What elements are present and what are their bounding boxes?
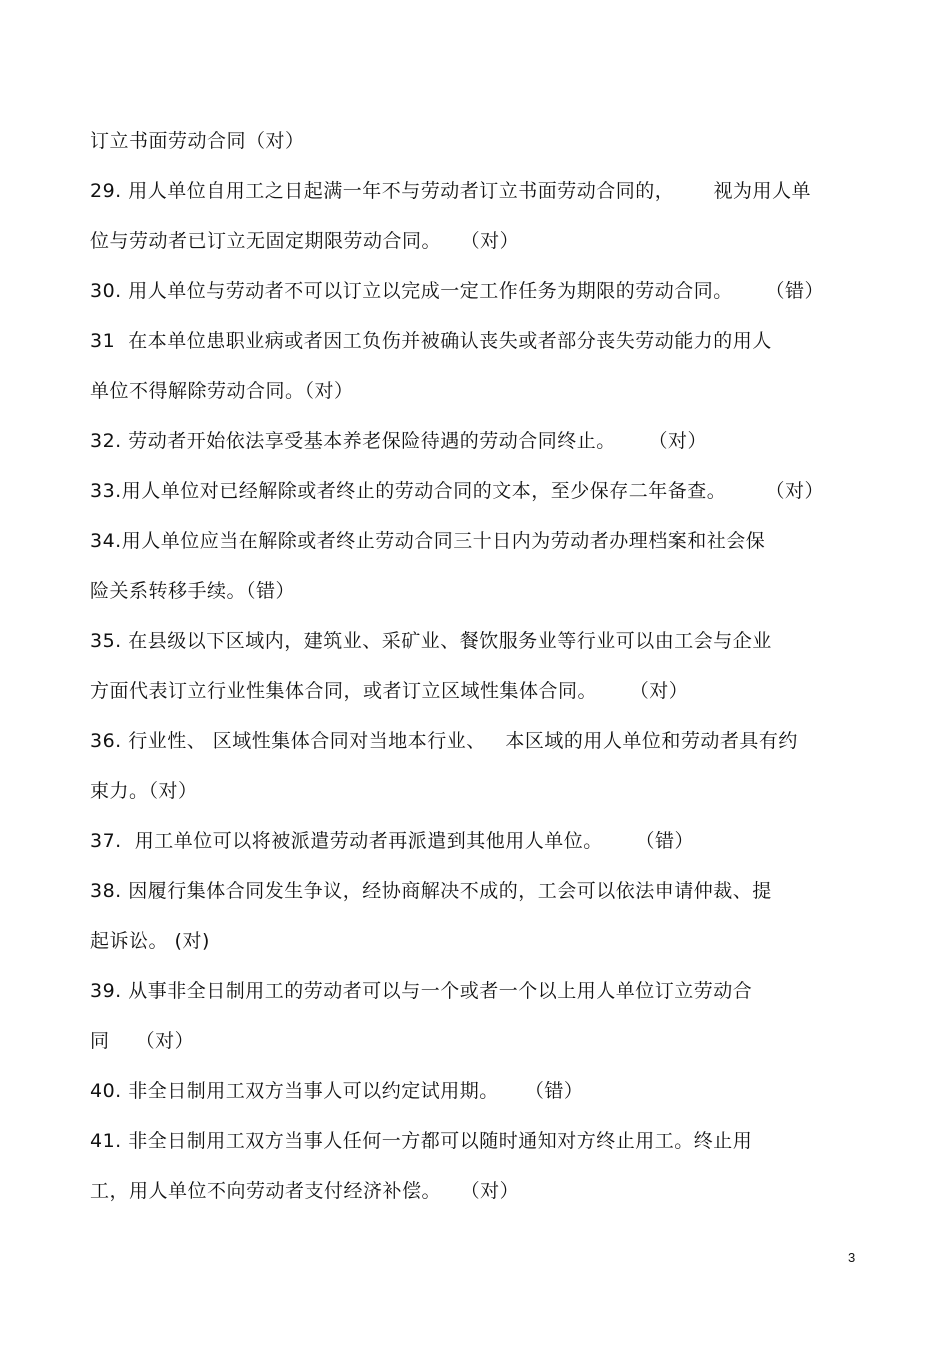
text-line-20: 40. 非全日制用工双方当事人可以约定试用期。 （错）	[90, 1080, 584, 1102]
text-line-6: 单位不得解除劳动合同。（对）	[90, 380, 354, 402]
text-line-1: 订立书面劳动合同（对）	[90, 130, 305, 152]
text-line-4: 30. 用人单位与劳动者不可以订立以完成一定工作任务为期限的劳动合同。 （错）	[90, 280, 824, 302]
text-line-22: 工，用人单位不向劳动者支付经济补偿。 （对）	[90, 1180, 520, 1202]
text-line-9: 34.用人单位应当在解除或者终止劳动合同三十日内为劳动者办理档案和社会保	[90, 530, 766, 552]
text-line-5: 31 在本单位患职业病或者因工负伤并被确认丧失或者部分丧失劳动能力的用人	[90, 330, 772, 352]
text-line-15: 37. 用工单位可以将被派遣劳动者再派遣到其他用人单位。 （错）	[90, 830, 694, 852]
text-line-21: 41. 非全日制用工双方当事人任何一方都可以随时通知对方终止用工。终止用	[90, 1130, 753, 1152]
text-line-17: 起诉讼。 (对)	[90, 930, 210, 952]
page-number: 3	[848, 1250, 856, 1265]
text-line-12: 方面代表订立行业性集体合同，或者订立区域性集体合同。 （对）	[90, 680, 689, 702]
text-line-16: 38. 因履行集体合同发生争议，经协商解决不成的，工会可以依法申请仲裁、提	[90, 880, 772, 902]
text-line-18: 39. 从事非全日制用工的劳动者可以与一个或者一个以上用人单位订立劳动合	[90, 980, 753, 1002]
text-line-19: 同 （对）	[90, 1030, 195, 1052]
text-line-14: 束力。（对）	[90, 780, 198, 802]
text-line-11: 35. 在县级以下区域内，建筑业、采矿业、餐饮服务业等行业可以由工会与企业	[90, 630, 772, 652]
text-line-2: 29. 用人单位自用工之日起满一年不与劳动者订立书面劳动合同的， 视为用人单	[90, 180, 811, 202]
text-line-10: 险关系转移手续。（错）	[90, 580, 296, 602]
text-line-8: 33.用人单位对已经解除或者终止的劳动合同的文本，至少保存二年备查。 （对）	[90, 480, 824, 502]
text-line-13: 36. 行业性、 区域性集体合同对当地本行业、 本区域的用人单位和劳动者具有约	[90, 730, 798, 752]
text-line-7: 32. 劳动者开始依法享受基本养老保险待遇的劳动合同终止。 （对）	[90, 430, 707, 452]
text-line-3: 位与劳动者已订立无固定期限劳动合同。 （对）	[90, 230, 520, 252]
